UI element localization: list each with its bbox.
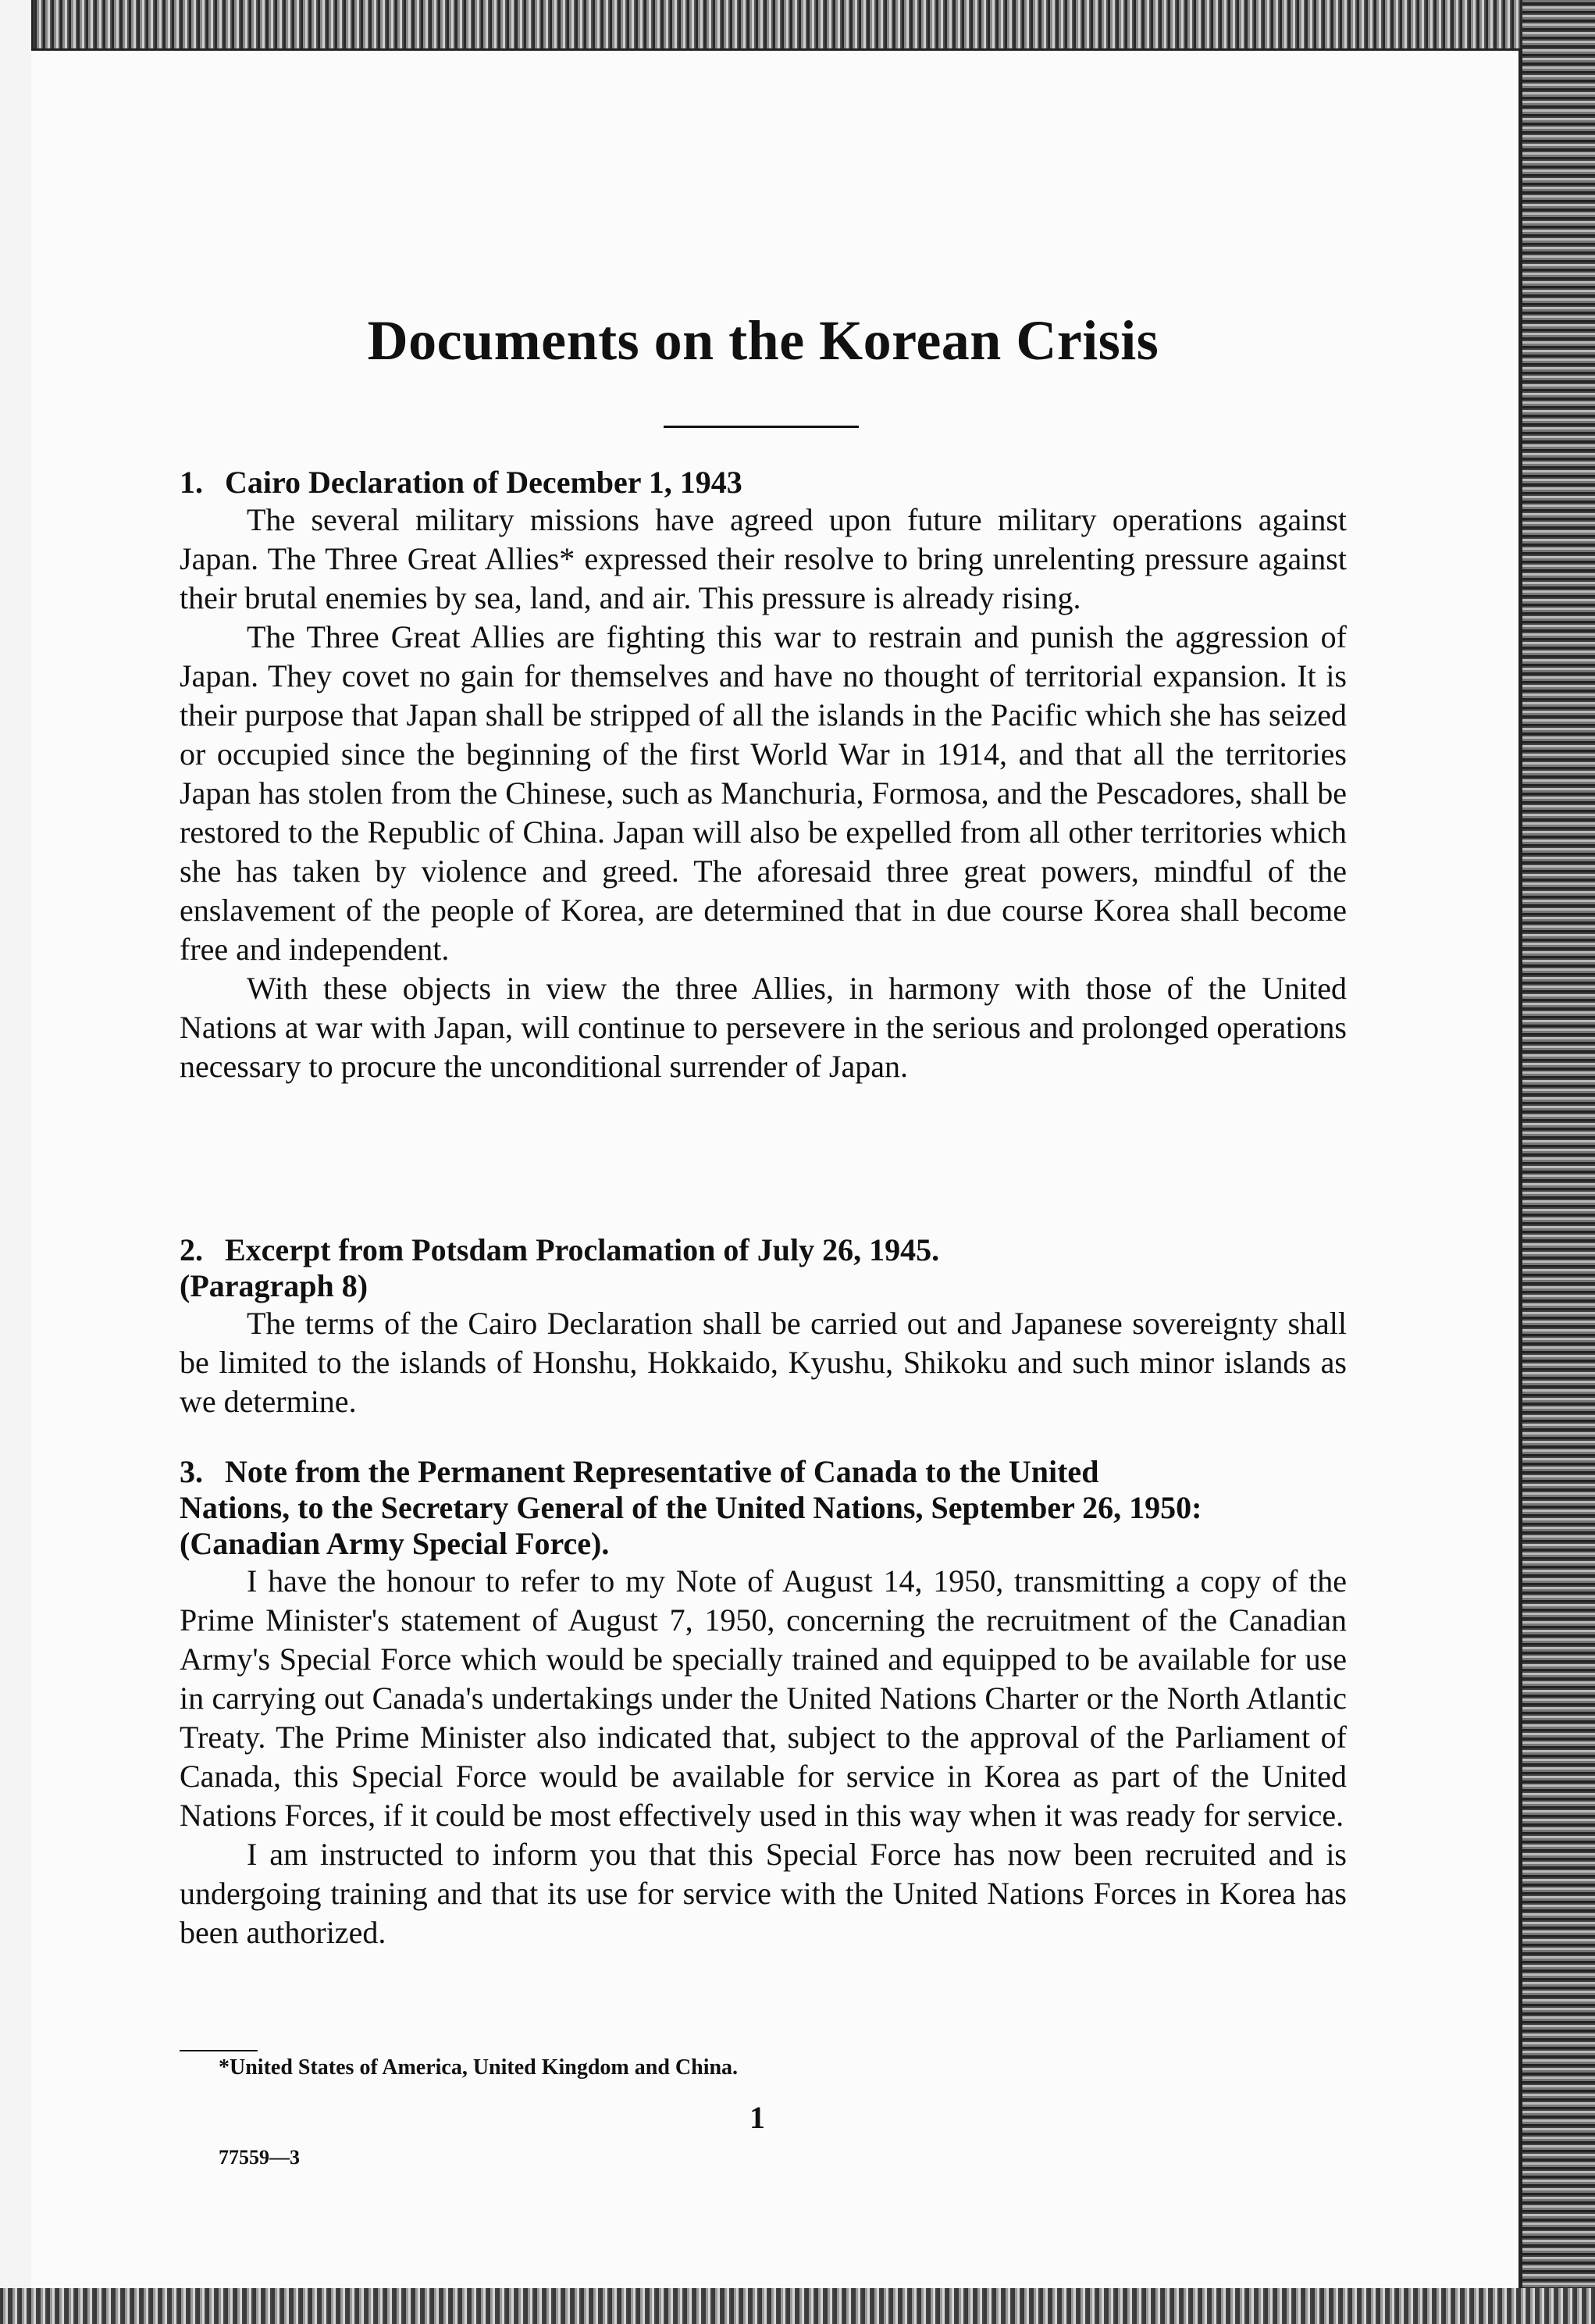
section-2-heading-cont: (Paragraph 8) (180, 1268, 368, 1303)
section-3-heading (180, 1454, 1347, 1490)
paragraph: I am instructed to inform you that this Special Force has now been recruited and is undergoing training and that its use for service with the United Nations Forces in Korea has been authorized. (180, 1837, 1347, 1950)
section-title: Cairo Declaration of December 1, 1943 (225, 465, 742, 500)
section-1 (180, 465, 1347, 1086)
section-number: 2. (180, 1232, 203, 1267)
paragraph: The several military missions have agreed upon future military operations against Japan. The Three Great Allies* expressed their resolve to bring unrelenting pressure against their brutal enemies by sea, land, and air. This pressure is already rising. (180, 502, 1347, 615)
scan-edge-bottom (0, 2288, 1595, 2324)
section-1-heading (180, 465, 1347, 501)
paragraph: The Three Great Allies are fighting this war to restrain and punish the aggression of Japan. They covet no gain for themselves and have no thought of territorial expansion. It is their purpose that Japan shall be stripped of all the islands in the Pacific which she has seized or occupied since the beginning of the first World War in 1914, and that all the territories Japan has stolen from the Chinese, such as Manchuria, Formosa, and the Pescadores, shall be restored to the Republic of China. Japan will also be expelled from all other territories which she has taken by violence and greed. The aforesaid three great powers, mindful of the enslavement of the people of Korea, are determined that in due course Korea shall become free and independent. (180, 619, 1347, 967)
scan-edge-right (1522, 0, 1595, 2324)
section-2 (180, 1232, 1347, 1421)
title-rule (664, 426, 859, 428)
scan-edge-top (0, 0, 1595, 48)
section-title: Note from the Permanent Representative of Canada to the United (225, 1454, 1099, 1489)
scan-edge-left (0, 0, 34, 2324)
section-3-heading-cont: Nations, to the Secretary General of the United Nations, September 26, 1950: (Canadian Army Special Force). (180, 1490, 1202, 1561)
page-number: 1 (749, 2100, 765, 2135)
section-number: 3. (180, 1454, 203, 1489)
paragraph: The terms of the Cairo Declaration shall be carried out and Japanese sovereignty shall be limited to the islands of Honshu, Hokkaido, Kyushu, Shikoku and such minor islands as we determine. (180, 1306, 1347, 1419)
footnote-rule (180, 2050, 258, 2051)
section-2-heading (180, 1232, 1347, 1268)
section-number: 1. (180, 465, 203, 500)
section-3 (180, 1454, 1347, 1952)
print-code: 77559—3 (219, 2146, 300, 2169)
footnote: *United States of America, United Kingdom and China. (219, 2055, 739, 2080)
section-title: Excerpt from Potsdam Proclamation of July 26, 1945. (225, 1232, 940, 1267)
paragraph: With these objects in view the three Allies, in harmony with those of the United Nations at war with Japan, will continue to persevere in the serious and prolonged operations necessary to procure the unconditional surrender of Japan. (180, 971, 1347, 1084)
paragraph: I have the honour to refer to my Note of August 14, 1950, transmitting a copy of the Prime Minister's statement of August 7, 1950, concerning the recruitment of the Canadian Army's Special Force which would be specially trained and equipped to be available for use in carrying out Canada's undertakings under the United Nations Charter or the North Atlantic Treaty. The Prime Minister also indicated that, subject to the approval of the Parliament of Canada, this Special Force would be available for service in Korea as part of the United Nations Forces, if it could be most effectively used in this way when it was ready for service. (180, 1563, 1347, 1833)
document-title: Documents on the Korean Crisis (367, 309, 1159, 372)
